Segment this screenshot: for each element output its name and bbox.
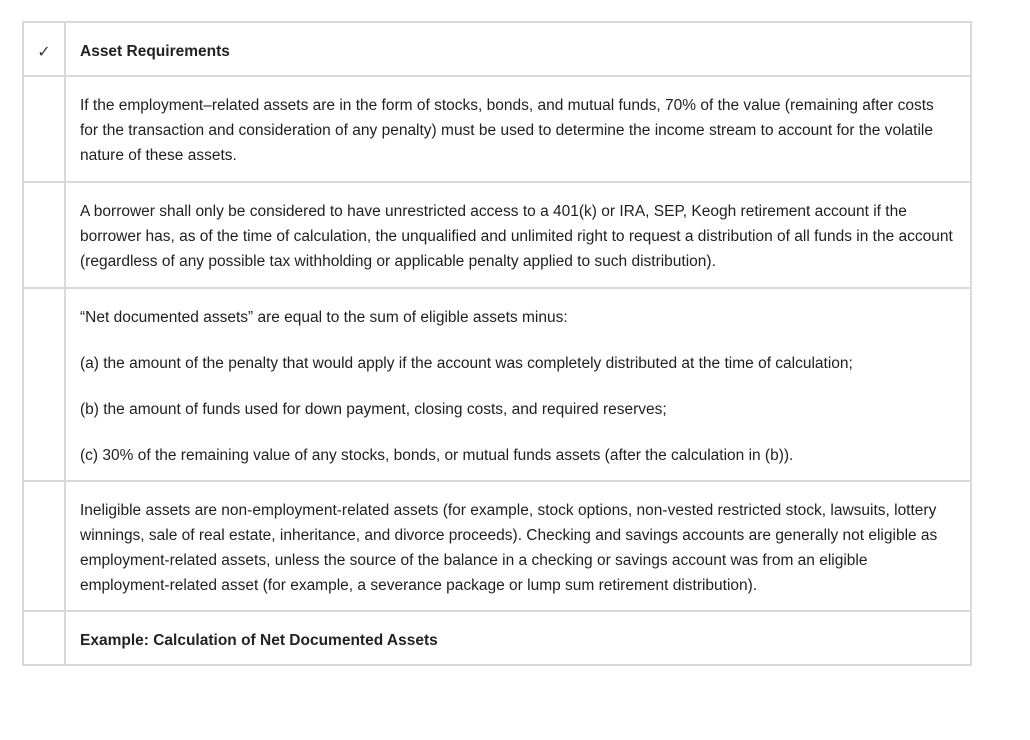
table-row bbox=[23, 288, 971, 481]
list-item-b: (b) the amount of funds used for down payment, closing costs, and required reserves; bbox=[80, 401, 667, 418]
paragraph-ineligible-assets: Ineligible assets are non-employment-related assets (for example, stock options, non-vested restricted stock, lawsuits, lottery winnings, sale of real estate, inheritance, and divorce proceeds). Checking and savings accounts are generally not eligible as employment-related assets, unless the source of the balance in a checking or savings account was from an eligible employment-related asset (for example, a severance package or lump sum retirement distribution). bbox=[80, 502, 938, 594]
checkmark-icon: ✓ bbox=[37, 42, 51, 61]
check-cell-empty bbox=[23, 182, 65, 288]
content-cell bbox=[65, 481, 971, 611]
content-cell bbox=[65, 182, 971, 288]
paragraph-net-documented-intro: “Net documented assets” are equal to the sum of eligible assets minus: bbox=[80, 309, 568, 326]
list-item-a: (a) the amount of the penalty that would apply if the account was completely distributed at the time of calculation; bbox=[80, 355, 853, 372]
section-heading: Asset Requirements bbox=[80, 43, 230, 60]
check-cell-empty bbox=[23, 481, 65, 611]
table-row-example bbox=[23, 611, 971, 665]
table-header-row bbox=[23, 22, 971, 76]
paragraph-stocks-bonds: If the employment–related assets are in the form of stocks, bonds, and mutual funds, 70% of the value (remaining after costs for the transaction and consideration of any penalty) must be used to determine the income stream to account for the volatile nature of these assets. bbox=[80, 97, 934, 164]
list-item-c: (c) 30% of the remaining value of any stocks, bonds, or mutual funds assets (after the calculation in (b)). bbox=[80, 447, 794, 464]
paragraph-unrestricted-access: A borrower shall only be considered to have unrestricted access to a 401(k) or IRA, SEP, Keogh retirement account if the borrower has, as of the time of calculation, the unqualified and unlimited right to request a distribution of all funds in the account (regardless of any possible tax withholding or applicable penalty applied to such distribution). bbox=[80, 203, 953, 270]
check-cell-empty bbox=[23, 76, 65, 182]
heading-cell bbox=[65, 22, 971, 76]
content-cell bbox=[65, 76, 971, 182]
table-row bbox=[23, 76, 971, 182]
asset-requirements-table bbox=[22, 21, 972, 666]
table-row bbox=[23, 481, 971, 611]
table-row bbox=[23, 182, 971, 288]
check-cell-empty bbox=[23, 288, 65, 481]
check-cell-empty bbox=[23, 611, 65, 665]
check-cell bbox=[23, 22, 65, 76]
example-cell bbox=[65, 611, 971, 665]
content-cell bbox=[65, 288, 971, 481]
example-heading: Example: Calculation of Net Documented Assets bbox=[80, 632, 438, 649]
